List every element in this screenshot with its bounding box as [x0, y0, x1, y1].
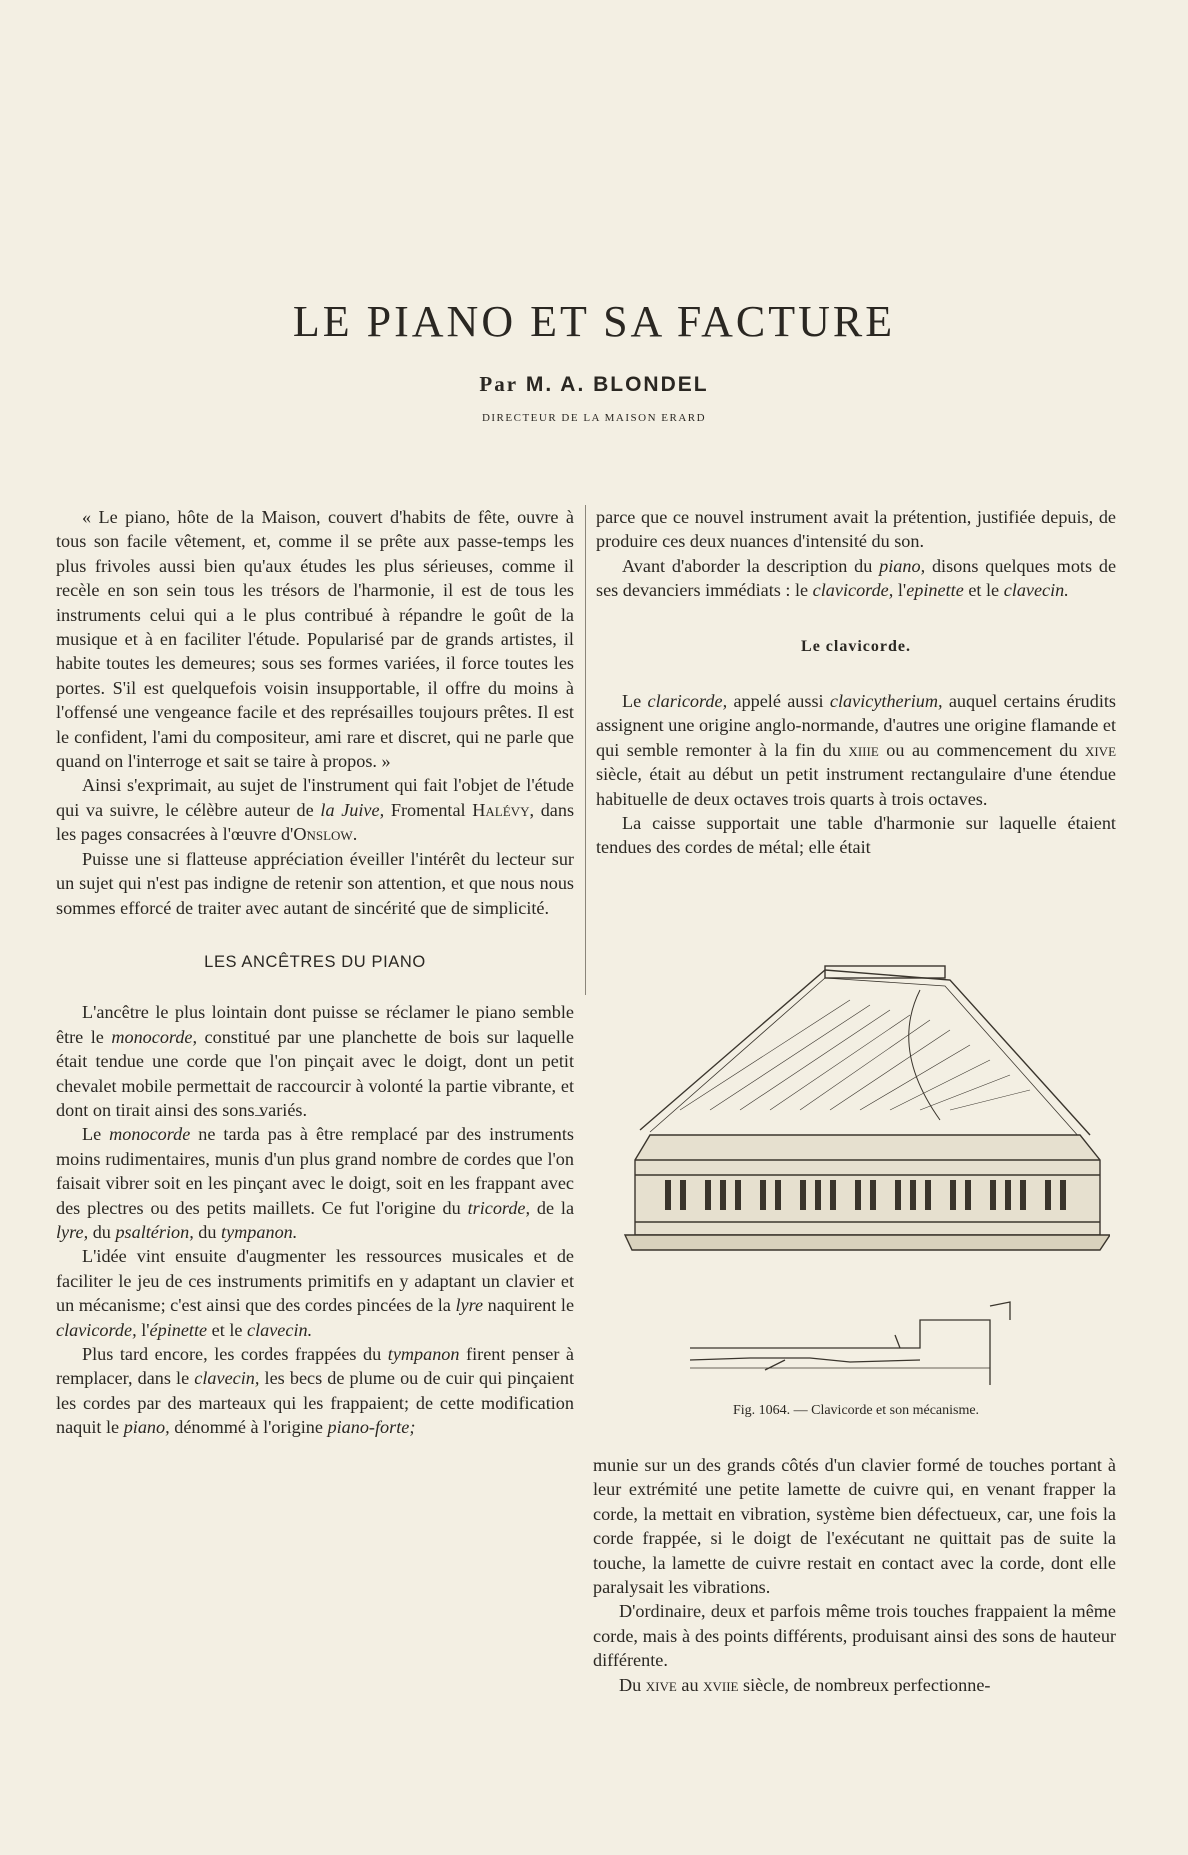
right-column-top	[596, 505, 1116, 860]
paragraph: Plus tard encore, les cordes frappées du tympanon firent penser à remplacer, dans le clavecin, les becs de plume ou de cuir qui pinçaient les cordes par des marteaux qui les frappaient; de cette modification naquit le piano, dénommé à l'origine piano-forte;	[56, 1344, 575, 1438]
paragraph: Avant d'aborder la description du piano, disons quelques mots de ses devanciers immédiats : le clavicorde, l'epinette et le clavecin.	[596, 555, 1117, 601]
article-title: LE PIANO ET SA FACTURE	[292, 297, 896, 346]
paragraph: D'ordinaire, deux et parfois même trois touches frappaient la même corde, mais à des points différents, produisant ainsi des sons de hauteur différente.	[593, 1601, 1116, 1671]
person-name: Onslow	[293, 824, 353, 845]
paragraph: L'ancêtre le plus lointain dont puisse se réclamer le piano semble être le monocorde, constitué par une planchette de bois sur laquelle était tendue une corde que l'on pinçait avec le doigt, dont un petit chevalet mobile permettait de raccourcir à volonté la partie vibrante, et dont on tirait ainsi des sons variés.	[56, 1002, 575, 1120]
paragraph: Le claricorde, appelé aussi clavicytherium, auquel certains érudits assignent une origine anglo-normande, d'autres une origine flamande et qui semble remonter à la fin du xiiie ou au commencement du xive siècle, était au début un petit instrument rectangulaire d'une étendue habituelle de deux octaves trois quarts à trois octaves.	[596, 691, 1117, 809]
left-column	[56, 505, 574, 1440]
byline	[0, 372, 1188, 397]
figure-caption: Fig. 1064. — Clavicorde et son mécanisme.	[732, 1403, 980, 1418]
section-heading: LES ANCÊTRES DU PIANO	[204, 952, 426, 971]
byline-prefix: Par	[479, 372, 519, 396]
paragraph: « Le piano, hôte de la Maison, couvert d'habits de fête, ouvre à tous son facile vêtement, et, comme il se prête aux passe-temps les plus frivoles aussi bien qu'aux études les plus sérieuses, comme il recèle en son sein tous les trésors de l'harmonie, il est de tous les instruments celui qui a le plus contribué à répandre le goût de la musique et à en faciliter l'étude. Popularisé par de grands artistes, il habite toutes les demeures; sous ses formes variées, il force toutes les portes. S'il est quelquefois voisin insupportable, il offre du moins à l'offensé une vengeance facile et des représailles toujours prêtes. Il est le confident, l'ami du compositeur, ami rare et discret, qui ne parle que quand on l'interroge et sait se taire à propos. »	[56, 507, 574, 772]
person-name: Halévy	[472, 799, 530, 820]
paragraph: parce que ce nouvel instrument avait la prétention, justifiée depuis, de produire ces deux nuances d'intensité du son.	[596, 507, 1116, 552]
author-name: M. A. BLONDEL	[525, 373, 709, 396]
paragraph: L'idée vint ensuite d'augmenter les ressources musicales et de faciliter le jeu de ces instruments primitifs en y adaptant un clavier et un mécanisme; c'est ainsi que des cordes pincées de la lyre naquirent le clavicorde, l'épinette et le clavecin.	[56, 1246, 575, 1340]
right-column-bottom	[593, 1453, 1116, 1697]
subsection-heading: Le clavicorde.	[801, 637, 911, 655]
paragraph: Du xive au xviie siècle, de nombreux perfectionne-	[619, 1674, 991, 1695]
clavichord-illustration	[620, 960, 1110, 1290]
mechanism-diagram	[690, 1300, 1020, 1385]
paragraph: Le monocorde ne tarda pas à être remplacé par des instruments moins rudimentaires, munis d'un plus grand nombre de cordes que l'on faisait vibrer soit en les pinçant avec le doigt, soit en les frappant avec des plectres ou des petits maillets. Ce fut l'origine du tricorde, de la lyre, du psaltérion, du tympanon.	[56, 1124, 575, 1242]
work-title: la Juive,	[320, 799, 385, 820]
paragraph: La caisse supportait une table d'harmonie sur laquelle étaient tendues des cordes de métal; elle était	[596, 813, 1116, 858]
paragraph: Ainsi s'exprimait, au sujet de l'instrument qui fait l'objet de l'étude qui va suivre, le célèbre auteur de la Juive, Fromental Halévy, dans les pages consacrées à l'œuvre d'Onslow.	[56, 775, 575, 845]
paragraph: munie sur un des grands côtés d'un clavier formé de touches portant à leur extrémité une petite lamette de cuivre qui, en venant frapper la corde, la mettait en vibration, système bien défectueux, car, une fois la corde frappée, si le doigt de l'exécutant ne quittait pas de suite la touche, la lamette de cuivre restait en contact avec la corde, dont elle paralysait les vibrations.	[593, 1455, 1116, 1598]
paragraph: Puisse une si flatteuse appréciation éveiller l'intérêt du lecteur sur un sujet qui n'est pas indigne de retenir son attention, et que nous nous sommes efforcé de traiter avec autant de sincérité que de simplicité.	[56, 848, 574, 918]
author-affiliation: DIRECTEUR DE LA MAISON ERARD	[481, 412, 707, 424]
column-rule	[585, 505, 586, 995]
